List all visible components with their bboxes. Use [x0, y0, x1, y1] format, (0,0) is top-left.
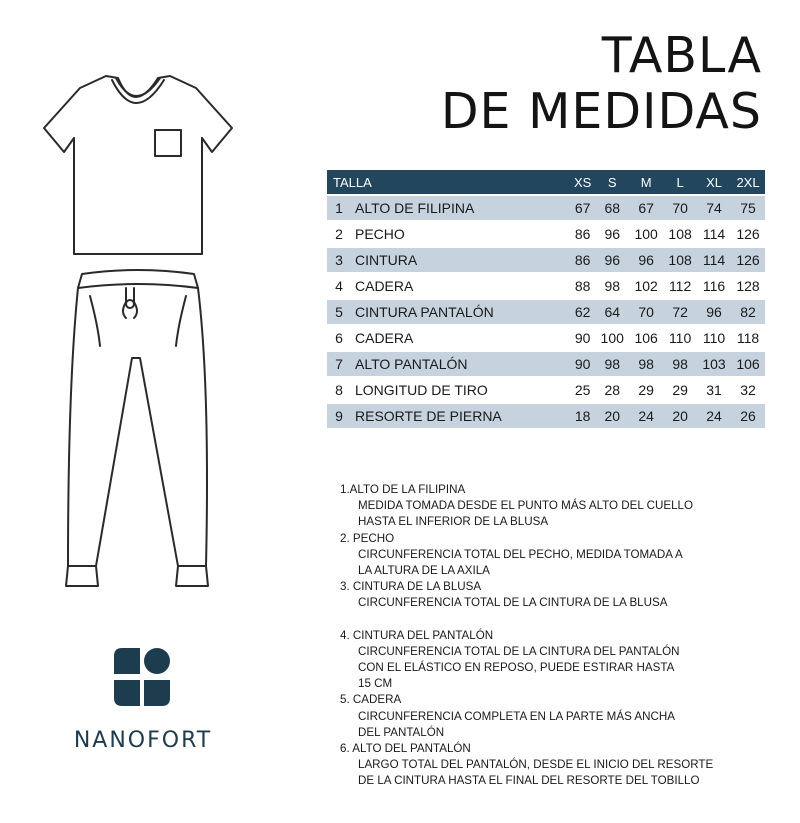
note-item [340, 692, 760, 741]
nanofort-logo-icon [112, 646, 172, 708]
row-value: 106 [731, 352, 765, 376]
row-value: 98 [629, 352, 663, 376]
row-value: 98 [595, 274, 629, 298]
row-measure: CADERA [351, 326, 570, 350]
size-header: S [595, 170, 629, 194]
table-row [327, 300, 765, 324]
note-line: CIRCUNFERENCIA TOTAL DEL PECHO, MEDIDA TOMADA A [358, 547, 683, 561]
row-value: 96 [697, 300, 731, 324]
brand-name: NANOFORT [73, 728, 213, 753]
note-line: CIRCUNFERENCIA TOTAL DE LA CINTURA DE LA BLUSA [358, 596, 668, 610]
row-value: 100 [629, 222, 663, 246]
table-row [327, 378, 765, 402]
table-row [327, 196, 765, 220]
row-number: 4 [327, 274, 351, 298]
table-row [327, 404, 765, 428]
row-value: 70 [663, 196, 697, 220]
note-line: MEDIDA TOMADA DESDE EL PUNTO MÁS ALTO DEL CUELLO [358, 499, 694, 513]
jogger-pants-icon [66, 270, 208, 586]
row-value: 24 [629, 404, 663, 428]
row-value: 110 [697, 326, 731, 350]
row-value: 31 [697, 378, 731, 402]
table-row [327, 274, 765, 298]
row-value: 25 [570, 378, 595, 402]
row-value: 102 [629, 274, 663, 298]
row-value: 72 [663, 300, 697, 324]
row-measure: LONGITUD DE TIRO [351, 378, 570, 402]
note-line: CIRCUNFERENCIA COMPLETA EN LA PARTE MÁS ANCHA [358, 709, 675, 723]
note-line: 15 CM [358, 677, 393, 691]
note-item [340, 579, 760, 611]
row-number: 6 [327, 326, 351, 350]
row-number: 7 [327, 352, 351, 376]
table-row [327, 222, 765, 246]
row-value: 90 [570, 326, 595, 350]
row-value: 67 [629, 196, 663, 220]
header-label: TALLA [327, 170, 570, 194]
row-measure: RESORTE DE PIERNA [351, 404, 570, 428]
row-number: 5 [327, 300, 351, 324]
note-item [340, 482, 760, 531]
row-value: 90 [570, 352, 595, 376]
row-value: 108 [663, 222, 697, 246]
row-value: 110 [663, 326, 697, 350]
note-title: 3. CINTURA DE LA BLUSA [340, 580, 482, 594]
row-value: 28 [595, 378, 629, 402]
row-measure: CINTURA [351, 248, 570, 272]
note-item [340, 628, 760, 693]
row-value: 112 [663, 274, 697, 298]
note-line: LARGO TOTAL DEL PANTALÓN, DESDE EL INICIO DEL RESORTE [358, 758, 714, 772]
row-value: 70 [629, 300, 663, 324]
garment-illustration [28, 66, 268, 606]
row-value: 68 [595, 196, 629, 220]
row-value: 114 [697, 222, 731, 246]
note-line: CIRCUNFERENCIA TOTAL DE LA CINTURA DEL PANTALÓN [358, 644, 680, 658]
note-title: 6. ALTO DEL PANTALÓN [340, 742, 471, 756]
row-value: 74 [697, 196, 731, 220]
row-measure: CINTURA PANTALÓN [351, 300, 570, 324]
row-value: 106 [629, 326, 663, 350]
size-header: 2XL [731, 170, 765, 194]
row-value: 103 [697, 352, 731, 376]
table-row [327, 326, 765, 350]
row-number: 2 [327, 222, 351, 246]
row-measure: CADERA [351, 274, 570, 298]
note-line: CON EL ELÁSTICO EN REPOSO, PUEDE ESTIRAR HASTA [358, 661, 675, 675]
row-value: 64 [595, 300, 629, 324]
row-value: 96 [629, 248, 663, 272]
title-line-2: DE MEDIDAS [440, 83, 762, 140]
row-value: 118 [731, 326, 765, 350]
row-number: 9 [327, 404, 351, 428]
row-value: 20 [595, 404, 629, 428]
title-line-1: TABLA [601, 27, 762, 84]
row-value: 96 [595, 248, 629, 272]
table-row [327, 248, 765, 272]
page-title [441, 28, 762, 140]
row-value: 75 [731, 196, 765, 220]
row-value: 128 [731, 274, 765, 298]
row-value: 98 [663, 352, 697, 376]
note-title: 4. CINTURA DEL PANTALÓN [340, 628, 494, 642]
row-number: 3 [327, 248, 351, 272]
row-value: 62 [570, 300, 595, 324]
brand-logo [58, 646, 228, 761]
note-title: 5. CADERA [340, 693, 402, 707]
scrub-top-icon [44, 76, 232, 254]
note-title: 1.ALTO DE LA FILIPINA [340, 483, 466, 496]
size-table [327, 168, 765, 430]
row-value: 114 [697, 248, 731, 272]
row-value: 32 [731, 378, 765, 402]
size-header: XS [570, 170, 595, 194]
row-value: 18 [570, 404, 595, 428]
row-value: 126 [731, 222, 765, 246]
size-header: M [629, 170, 663, 194]
row-value: 26 [731, 404, 765, 428]
row-value: 100 [595, 326, 629, 350]
note-line: DE LA CINTURA HASTA EL FINAL DEL RESORTE DEL TOBILLO [358, 774, 700, 788]
row-value: 98 [595, 352, 629, 376]
row-value: 20 [663, 404, 697, 428]
note-line: LA ALTURA DE LA AXILA [358, 564, 490, 578]
row-measure: ALTO PANTALÓN [351, 352, 570, 376]
row-value: 88 [570, 274, 595, 298]
row-value: 24 [697, 404, 731, 428]
size-header: L [663, 170, 697, 194]
row-value: 67 [570, 196, 595, 220]
row-value: 29 [629, 378, 663, 402]
row-measure: ALTO DE FILIPINA [351, 196, 570, 220]
measurement-notes [340, 482, 760, 790]
row-value: 126 [731, 248, 765, 272]
row-measure: PECHO [351, 222, 570, 246]
row-number: 1 [327, 196, 351, 220]
note-title: 2. PECHO [340, 531, 395, 545]
table-row [327, 352, 765, 376]
row-value: 108 [663, 248, 697, 272]
row-number: 8 [327, 378, 351, 402]
note-line: DEL PANTALÓN [358, 725, 445, 739]
size-header: XL [697, 170, 731, 194]
row-value: 86 [570, 248, 595, 272]
size-table-header [327, 170, 765, 194]
note-item [340, 741, 760, 790]
row-value: 116 [697, 274, 731, 298]
note-item [340, 531, 760, 580]
row-value: 29 [663, 378, 697, 402]
row-value: 86 [570, 222, 595, 246]
note-line: HASTA EL INFERIOR DE LA BLUSA [358, 515, 549, 529]
row-value: 82 [731, 300, 765, 324]
row-value: 96 [595, 222, 629, 246]
